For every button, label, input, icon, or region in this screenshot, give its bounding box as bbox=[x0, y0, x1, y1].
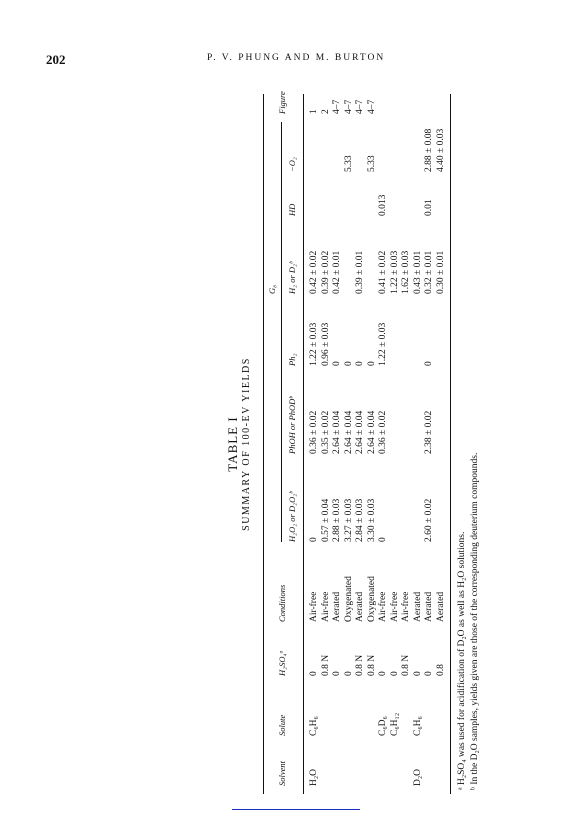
table-cell: Aerated bbox=[355, 591, 365, 622]
table-cell: 0 bbox=[424, 671, 434, 676]
table-cell: 0 bbox=[412, 671, 423, 676]
table-cell: 4–7 bbox=[332, 99, 342, 114]
column-header: H₂SO₄ᵃ bbox=[277, 650, 287, 676]
table-cell: 0.01 bbox=[424, 199, 434, 216]
table-cell: Aerated bbox=[332, 591, 342, 622]
column-header: H₂ or D₂ᵇ bbox=[287, 261, 297, 294]
table-cell: Aerated bbox=[412, 591, 423, 622]
table-cell: 0.41 ± 0.02 bbox=[378, 250, 388, 294]
column-header: HD bbox=[287, 203, 297, 216]
table-cell: Air-free bbox=[320, 591, 331, 622]
table-cell: 0 bbox=[332, 361, 342, 366]
table-cell: 0 bbox=[332, 671, 342, 676]
table-cell: 4–7 bbox=[355, 99, 365, 114]
table-cell: 2.64 ± 0.04 bbox=[355, 410, 365, 454]
table-cell: 2.64 ± 0.04 bbox=[366, 410, 377, 454]
table-cell: 0.8 N bbox=[401, 654, 411, 676]
table-cell: C₆D₆ bbox=[378, 716, 388, 736]
table-cell: 2.38 ± 0.02 bbox=[424, 410, 434, 454]
table-cell: 1.22 ± 0.03 bbox=[378, 322, 388, 366]
table-cell: Air-free bbox=[309, 591, 319, 622]
table-cell: 0.39 ± 0.01 bbox=[355, 250, 365, 294]
table-cell: 3.27 ± 0.03 bbox=[343, 498, 354, 542]
table-cell: Air-free bbox=[389, 591, 400, 622]
table-cell: C₆H₆ bbox=[309, 716, 319, 736]
table-cell: 2.64 ± 0.04 bbox=[332, 410, 342, 454]
table-cell: 0.8 N bbox=[320, 654, 331, 676]
table-cell: Aerated bbox=[435, 591, 446, 622]
table-cell: 0.36 ± 0.02 bbox=[378, 410, 388, 454]
table-cell: 0.32 ± 0.01 bbox=[424, 250, 434, 294]
table-cell: 0.36 ± 0.02 bbox=[309, 410, 319, 454]
table-cell: 2 bbox=[320, 109, 331, 114]
table-cell: 0 bbox=[309, 537, 319, 542]
column-header: Ph₂ bbox=[287, 353, 297, 366]
table-cell: 1.22 ± 0.03 bbox=[389, 250, 400, 294]
table-cell: 1 bbox=[309, 109, 319, 114]
table-cell: 2.88 ± 0.08 bbox=[424, 128, 434, 172]
table-cell: 0.96 ± 0.03 bbox=[320, 322, 331, 366]
table-cell: 0.013 bbox=[378, 194, 388, 216]
table-cell: 0 bbox=[389, 671, 400, 676]
column-header: −O₂ bbox=[287, 157, 297, 172]
table-cell: 0.42 ± 0.02 bbox=[309, 250, 319, 294]
table-bottom-rule bbox=[450, 94, 451, 794]
table-cell: 5.33 bbox=[343, 155, 354, 172]
column-header: PhOH or PhODᵇ bbox=[287, 396, 297, 454]
running-head-authors: P. V. PHUNG AND M. BURTON bbox=[207, 53, 386, 63]
table-cell: 0 bbox=[378, 671, 388, 676]
page-number: 202 bbox=[46, 52, 66, 67]
table-cell: C₆H₆ bbox=[412, 716, 423, 736]
table-cell: Air-free bbox=[378, 591, 388, 622]
table-cell: Oxygenated bbox=[343, 576, 354, 622]
table-cell: C₆H₁₂ bbox=[389, 712, 400, 736]
table-cell: D₂O bbox=[412, 768, 423, 786]
table-cell: 2.64 ± 0.04 bbox=[343, 410, 354, 454]
table-cell: 0.8 N bbox=[366, 654, 377, 676]
table-cell: 0 bbox=[366, 361, 377, 366]
table-cell: 0 bbox=[355, 361, 365, 366]
table-title: TABLE I bbox=[225, 416, 240, 472]
table-cell: Oxygenated bbox=[366, 576, 377, 622]
table-cell: Air-free bbox=[401, 591, 411, 622]
header-bottom-rule bbox=[303, 94, 304, 794]
table-cell: 2.88 ± 0.03 bbox=[332, 498, 342, 542]
table-cell: 0 bbox=[424, 361, 434, 366]
table-cell: 4–7 bbox=[343, 99, 354, 114]
bottom-link-rule bbox=[232, 809, 360, 810]
g-label: G₈ bbox=[267, 284, 277, 294]
footnote: ᵇ In the D₂O samples, yields given are those of the corresponding deuterium compounds. bbox=[470, 452, 480, 790]
table-cell: 0.8 N bbox=[355, 654, 365, 676]
table-cell: 4–7 bbox=[366, 99, 377, 114]
table-cell: 4.40 ± 0.03 bbox=[435, 128, 446, 172]
rotated-table-block bbox=[225, 91, 525, 794]
table-cell: 0 bbox=[343, 361, 354, 366]
table-top-rule bbox=[263, 94, 264, 794]
table-cell: 1.22 ± 0.03 bbox=[309, 322, 319, 366]
column-header: Solvent bbox=[277, 760, 287, 786]
footnote: ᵃ H₂SO₄ was used for acidification of D₂O as well as H₂O solutions. bbox=[457, 531, 467, 790]
table-cell: 2.60 ± 0.02 bbox=[424, 498, 434, 542]
table-cell: 0.57 ± 0.04 bbox=[320, 498, 331, 542]
g-span-rule bbox=[281, 122, 282, 542]
table-cell: Aerated bbox=[424, 591, 434, 622]
table-cell: 0 bbox=[378, 537, 388, 542]
table-cell: 0 bbox=[309, 671, 319, 676]
table-caption: SUMMARY OF 100-EV YIELDS bbox=[241, 357, 252, 531]
table-cell: 1.62 ± 0.03 bbox=[401, 250, 411, 294]
table-cell: H₂O bbox=[309, 768, 319, 786]
table-cell: 0.8 bbox=[435, 664, 446, 676]
table-cell: 5.33 bbox=[366, 155, 377, 172]
table-cell: 0.35 ± 0.02 bbox=[320, 410, 331, 454]
table-cell: 2.84 ± 0.03 bbox=[355, 498, 365, 542]
column-header: H₂O₂ or D₂O₂ᵇ bbox=[287, 491, 297, 542]
table-cell: 0.30 ± 0.01 bbox=[435, 250, 446, 294]
column-header: Figure bbox=[277, 91, 287, 114]
table-cell: 0.42 ± 0.01 bbox=[332, 250, 342, 294]
page-header bbox=[0, 52, 584, 74]
table-cell: 0 bbox=[343, 671, 354, 676]
table-cell: 0.43 ± 0.01 bbox=[412, 250, 423, 294]
table-cell: 3.30 ± 0.03 bbox=[366, 498, 377, 542]
column-header: Conditions bbox=[277, 584, 287, 622]
table-cell: 0.39 ± 0.02 bbox=[320, 250, 331, 294]
column-header: Solute bbox=[277, 714, 287, 736]
